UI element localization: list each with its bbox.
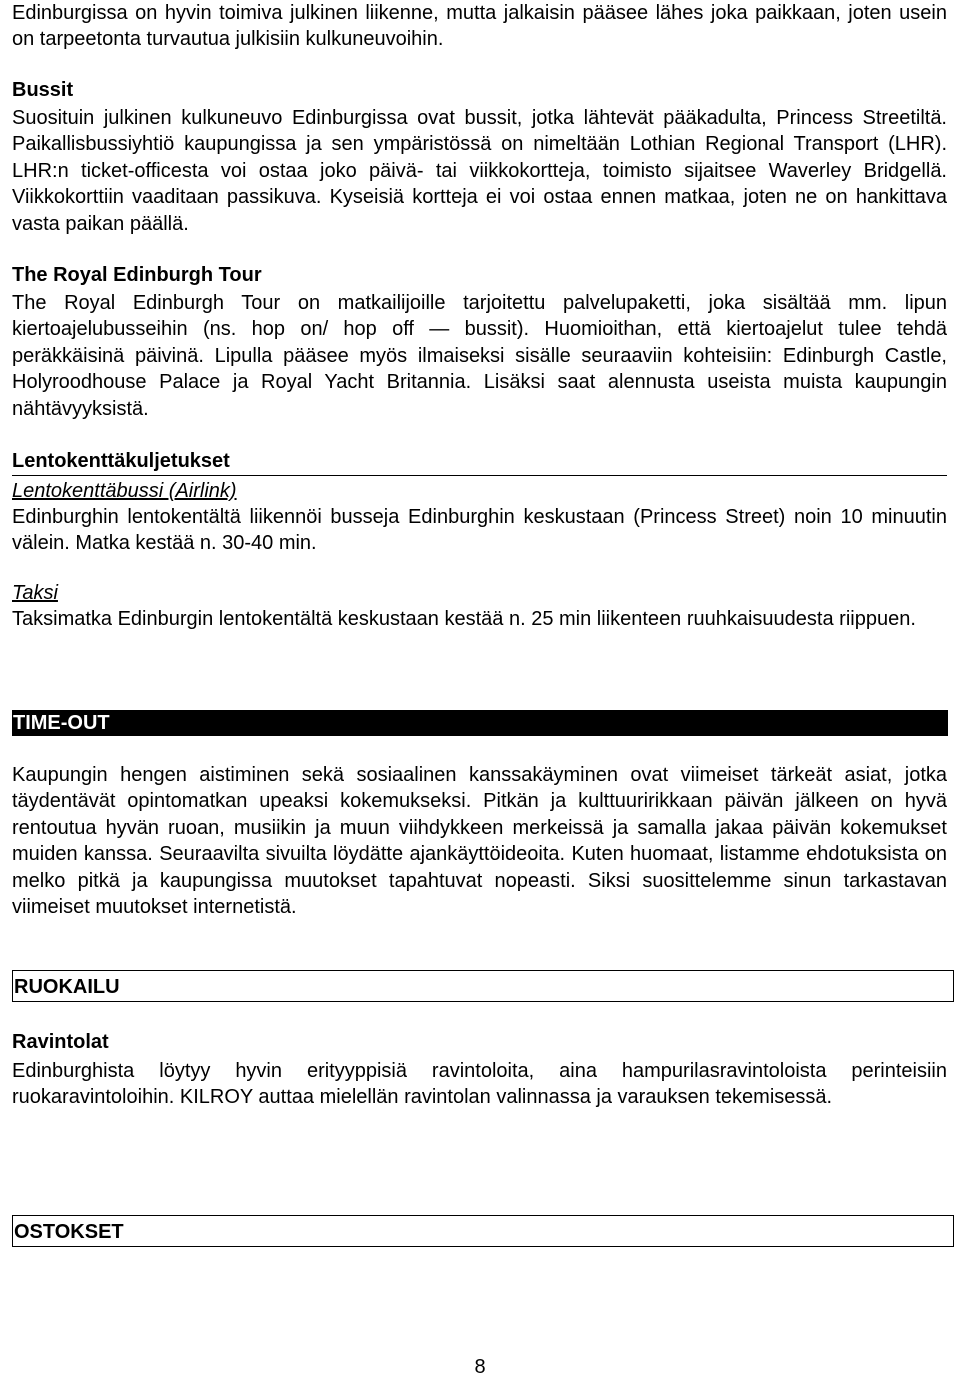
timeout-paragraph: Kaupungin hengen aistiminen sekä sosiaalinen kanssakäyminen ovat viimeiset tärkeät asiat, jotka täydentävät opintomatkan upeaksi kokemukseksi. Pitkän ja kulttuuririkkaan päivän jälkeen on hyvä rentoutua hyvän ruoan, musiikin ja muun viihdykkeen merkeissä ja samalla jakaa päivän kokemukset muiden kanssa. Seuraavilta sivuilta löydätte ajankäyttöideoita. Kuten huomaat, listamme ehdotuksista on melko pitkä ja kaupungissa muutokset tapahtuvat nopeasti. Siksi suosittelemme sinun tarkastavan viimeiset muutokset internetistä. (12, 764, 947, 919)
ruokailu-heading-box (12, 970, 954, 1002)
ruokailu-heading: RUOKAILU (14, 976, 120, 998)
bussit-paragraph: Suosituin julkinen kulkuneuvo Edinburgissa ovat bussit, jotka lähtevät pääkadulta, Princess Streetiltä. Paikallisbussiyhtiö kaupungissa ja sen ympäristössä on nimeltään Lothian Regional Transport (LHR). LHR:n ticket-officesta voi ostaa joko päivä- tai viikkokortteja, toimisto sijaitsee Waverley Bridgellä. Viikkokorttiin vaaditaan passikuva. Kyseisiä kortteja ei voi ostaa ennen matkaa, joten ne on hankittava vasta paikan päällä. (12, 107, 947, 235)
ravintolat-paragraph: Edinburghista löytyy hyvin erityyppisiä ravintoloita, aina hampurilasravintoloista perinteisiin ruokaravintoloihin. KILROY auttaa mielellän ravintolan valinnassa ja varauksen tekemisessä. (12, 1060, 947, 1109)
intro-paragraph: Edinburgissa on hyvin toimiva julkinen liikenne, mutta jalkaisin pääsee lähes joka paikkaan, joten usein on tarpeetonta turvautua julkisiin kulkuneuvoihin. (12, 2, 947, 51)
royal-tour-heading: The Royal Edinburgh Tour (12, 264, 262, 286)
page-number: 8 (474, 1356, 486, 1378)
royal-tour-paragraph: The Royal Edinburgh Tour on matkailijoille tarjoitettu palvelupaketti, joka sisältää mm. lipun kiertoajelubusseihin (ns. hop on/ hop off — bussit). Huomioithan, että kiertoajelut tulee tehdä peräkkäisinä päivinä. Lipulla pääsee myös ilmaiseksi sisälle seuraaviin kohteisiin: Edinburgh Castle, Holyroodhouse Palace ja Royal Yacht Britannia. Lisäksi saat alennusta useista muista kaupungin nähtävyyksistä. (12, 292, 947, 420)
lentokentta-rule (12, 475, 947, 476)
airlink-paragraph: Edinburghin lentokentältä liikennöi busseja Edinburghin keskustaan (Princess Street) noin 10 minuutin välein. Matka kestää n. 30-40 min. (12, 506, 947, 555)
taksi-paragraph: Taksimatka Edinburgin lentokentältä keskustaan kestää n. 25 min liikenteen ruuhkaisuudesta riippuen. (12, 608, 916, 630)
bussit-heading: Bussit (12, 79, 74, 101)
airlink-heading: Lentokenttäbussi (Airlink) (12, 480, 237, 502)
timeout-heading-bar (12, 710, 948, 736)
ravintolat-heading: Ravintolat (12, 1031, 109, 1053)
ostokset-heading: OSTOKSET (14, 1221, 124, 1243)
taksi-heading: Taksi (12, 582, 58, 604)
lentokentta-heading: Lentokenttäkuljetukset (12, 450, 230, 472)
timeout-heading: TIME-OUT (13, 712, 110, 734)
ostokset-heading-box (12, 1215, 954, 1247)
lentokentta-section (12, 448, 947, 476)
